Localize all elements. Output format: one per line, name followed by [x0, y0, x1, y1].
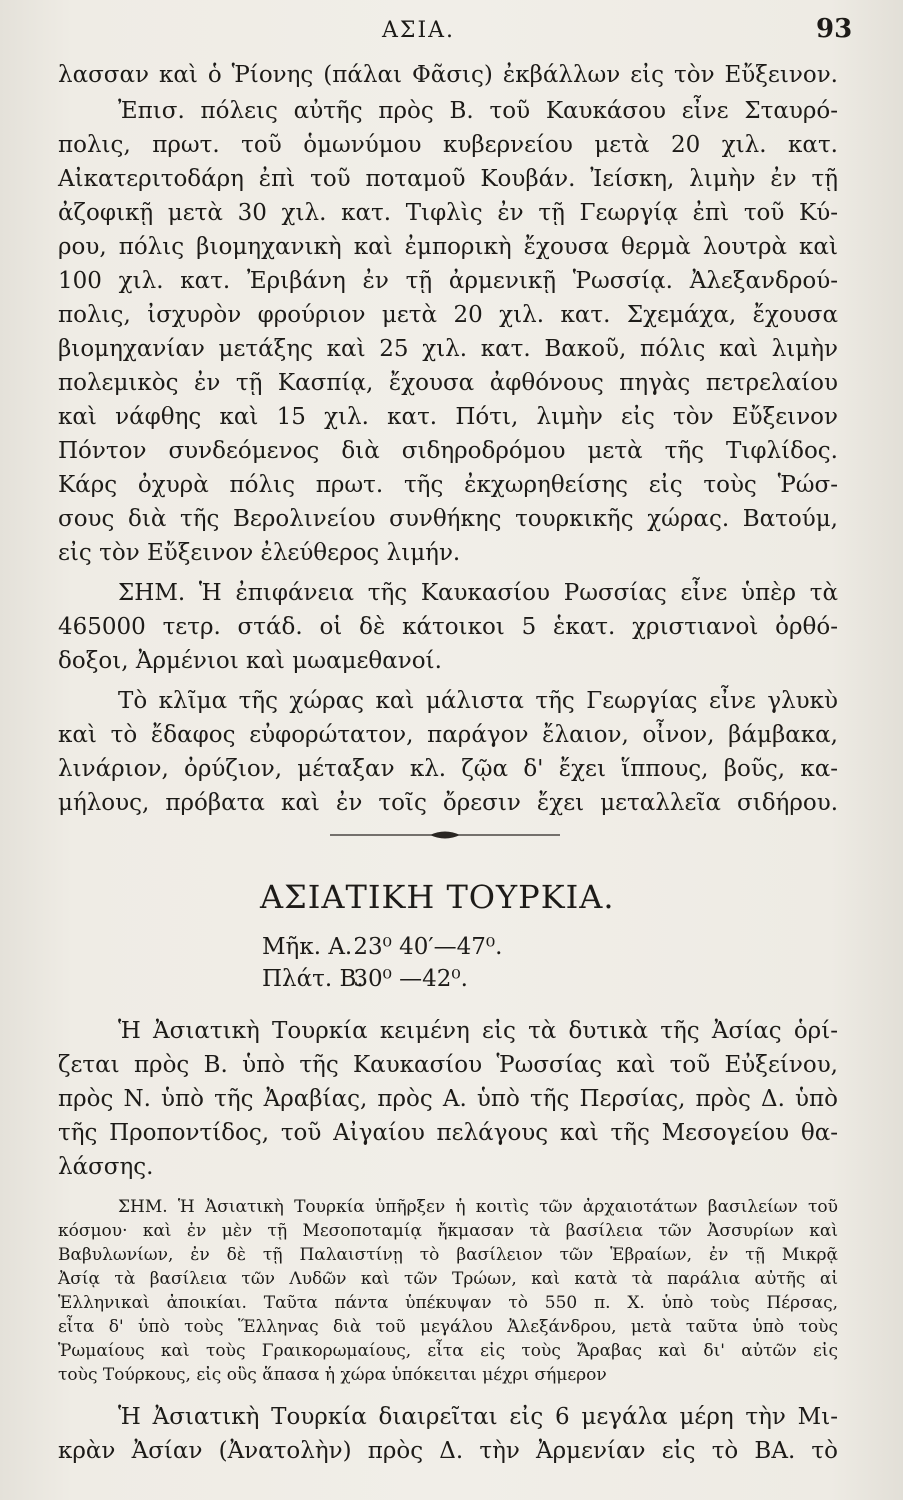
text-line: σους διὰ τῆς Βερολινείου συνθήκης τουρκικῆς χώρας. Βατούμ,: [58, 506, 838, 532]
section-title: ΑΣΙΑΤΙΚΗ ΤΟΥΡΚΙΑ.: [260, 878, 615, 916]
text-line: δοξοι, Ἀρμένιοι καὶ μωαμεθανοί.: [58, 648, 442, 674]
text-line: κρὰν Ἀσίαν (Ἀνατολὴν) πρὸς Δ. τὴν Ἀρμενίαν εἰς τὸ ΒΑ. τὸ: [58, 1438, 838, 1464]
text-line: ΣΗΜ. Ἡ Ἀσιατικὴ Τουρκία ὑπῆρξεν ἡ κοιτὶς τῶν ἀρχαιοτάτων βασιλείων τοῦ: [118, 1197, 838, 1217]
text-line: Κάρς ὀχυρὰ πόλις πρωτ. τῆς ἐκχωρηθείσης εἰς τοὺς Ῥώσ-: [58, 472, 838, 498]
text-line: μήλους, πρόβατα καὶ ἐν τοῖς ὄρεσιν ἔχει μεταλλεῖα σιδήρου.: [58, 790, 838, 816]
text-line: πολις, πρωτ. τοῦ ὁμωνύμου κυβερνείου μετὰ 20 χιλ. κατ.: [58, 132, 838, 158]
text-line: 100 χιλ. κατ. Ἐριβάνη ἐν τῇ ἀρμενικῇ Ῥωσσίᾳ. Ἀλεξανδρού-: [58, 268, 838, 294]
text-line: λάσσης.: [58, 1154, 154, 1180]
text-line: κόσμου· καὶ ἐν μὲν τῇ Μεσοποταμίᾳ ἤκμασαν τὰ βασίλεια τῶν Ἀσσυρίων καὶ: [58, 1221, 838, 1241]
ornamental-divider: [330, 828, 560, 842]
text-line: εἰς τὸν Εὔξεινον ἐλεύθερος λιμήν.: [58, 540, 461, 566]
text-line: πολεμικὸς ἐν τῇ Κασπίᾳ, ἔχουσα ἀφθόνους πηγὰς πετρελαίου: [58, 370, 838, 396]
text-line: καὶ νάφθης καὶ 15 χιλ. κατ. Πότι, λιμὴν εἰς τὸν Εὔξεινον: [58, 404, 838, 430]
text-line: Τὸ κλῖμα τῆς χώρας καὶ μάλιστα τῆς Γεωργίας εἶνε γλυκὺ: [118, 688, 838, 714]
text-line: ζεται πρὸς Β. ὑπὸ τῆς Καυκασίου Ῥωσσίας καὶ τοῦ Εὐξείνου,: [58, 1052, 838, 1078]
page-number: 93: [816, 14, 853, 44]
running-title: ΑΣΙΑ.: [382, 18, 456, 43]
text-line: Ἐπισ. πόλεις αὐτῆς πρὸς Β. τοῦ Καυκάσου εἶνε Σταυρό-: [118, 98, 838, 124]
latitude-value: 30⁰ —42⁰.: [353, 966, 468, 992]
text-line: λασσαν καὶ ὁ Ῥίονης (πάλαι Φᾶσις) ἐκβάλλων εἰς τὸν Εὔξεινον.: [58, 62, 838, 88]
text-line: Ἡ Ἀσιατικὴ Τουρκία κειμένη εἰς τὰ δυτικὰ τῆς Ἀσίας ὁρί-: [118, 1018, 838, 1044]
text-line: Πόντον συνδεόμενος διὰ σιδηροδρόμου μετὰ τῆς Τιφλίδος.: [58, 438, 838, 464]
text-line: Ἑλληνικαὶ ἀποικίαι. Ταῦτα πάντα ὑπέκυψαν τὸ 550 π. Χ. ὑπὸ τοὺς Πέρσας,: [58, 1293, 838, 1313]
text-line: Αἰκατεριτοδάρη ἐπὶ τοῦ ποταμοῦ Κουβάν. Ἰείσκη, λιμὴν ἐν τῇ: [58, 166, 838, 192]
text-line: καὶ τὸ ἔδαφος εὐφορώτατον, παράγον ἔλαιον, οἶνον, βάμβακα,: [58, 722, 838, 748]
text-line: 465000 τετρ. στάδ. οἱ δὲ κάτοικοι 5 ἑκατ. χριστιανοὶ ὀρθό-: [58, 614, 838, 640]
text-line: Ἡ Ἀσιατικὴ Τουρκία διαιρεῖται εἰς 6 μεγάλα μέρη τὴν Μι-: [118, 1404, 838, 1430]
longitude-value: 23⁰ 40′—47⁰.: [353, 934, 503, 960]
latitude-label: Πλάτ. Β.: [262, 966, 364, 992]
longitude-row: [262, 934, 502, 960]
text-line: ΣΗΜ. Ἡ ἐπιφάνεια τῆς Καυκασίου Ρωσσίας εἶνε ὑπὲρ τὰ: [118, 580, 838, 606]
text-line: βιομηχανίαν μετάξης καὶ 25 χιλ. κατ. Βακοῦ, πόλις καὶ λιμὴν: [58, 336, 838, 362]
text-line: λινάριον, ὀρύζιον, μέταξαν κλ. ζῷα δ' ἔχει ἵππους, βοῦς, κα-: [58, 756, 838, 782]
latitude-row: [262, 966, 468, 992]
text-line: Ἀσίᾳ τὰ βασίλεια τῶν Λυδῶν καὶ τῶν Τρώων, καὶ κατὰ τὰ παράλια αὐτῆς αἱ: [58, 1269, 838, 1289]
text-line: εἶτα δ' ὑπὸ τοὺς Ἕλληνας διὰ τοῦ μεγάλου Ἀλεξάνδρου, μετὰ ταῦτα ὑπὸ τοὺς: [58, 1317, 838, 1337]
text-line: τῆς Προποντίδος, τοῦ Αἰγαίου πελάγους καὶ τῆς Μεσογείου θα-: [58, 1120, 838, 1146]
text-line: τοὺς Τούρκους, εἰς οὓς ἅπασα ἡ χώρα ὑπόκειται μέχρι σήμερον: [58, 1365, 607, 1385]
text-line: Βαβυλωνίων, ἐν δὲ τῇ Παλαιστίνῃ τὸ βασίλειον τῶν Ἑβραίων, ἐν τῇ Μικρᾷ: [58, 1245, 838, 1265]
page-header: [0, 12, 903, 48]
text-line: Ῥωμαίους καὶ τοὺς Γραικορωμαίους, εἶτα εἰς τοὺς Ἄραβας καὶ δι' αὐτῶν εἰς: [58, 1341, 838, 1361]
text-line: πρὸς Ν. ὑπὸ τῆς Ἀραβίας, πρὸς Α. ὑπὸ τῆς Περσίας, πρὸς Δ. ὑπὸ: [58, 1086, 838, 1112]
longitude-label: Μῆκ. Α.: [262, 934, 353, 960]
text-line: ἀζοφικῇ μετὰ 30 χιλ. κατ. Τιφλὶς ἐν τῇ Γεωργίᾳ ἐπὶ τοῦ Κύ-: [58, 200, 838, 226]
text-line: ρου, πόλις βιομηχανικὴ καὶ ἐμπορικὴ ἔχουσα θερμὰ λουτρὰ καὶ: [58, 234, 838, 260]
text-line: πολις, ἰσχυρὸν φρούριον μετὰ 20 χιλ. κατ. Σχεμάχα, ἔχουσα: [58, 302, 838, 328]
